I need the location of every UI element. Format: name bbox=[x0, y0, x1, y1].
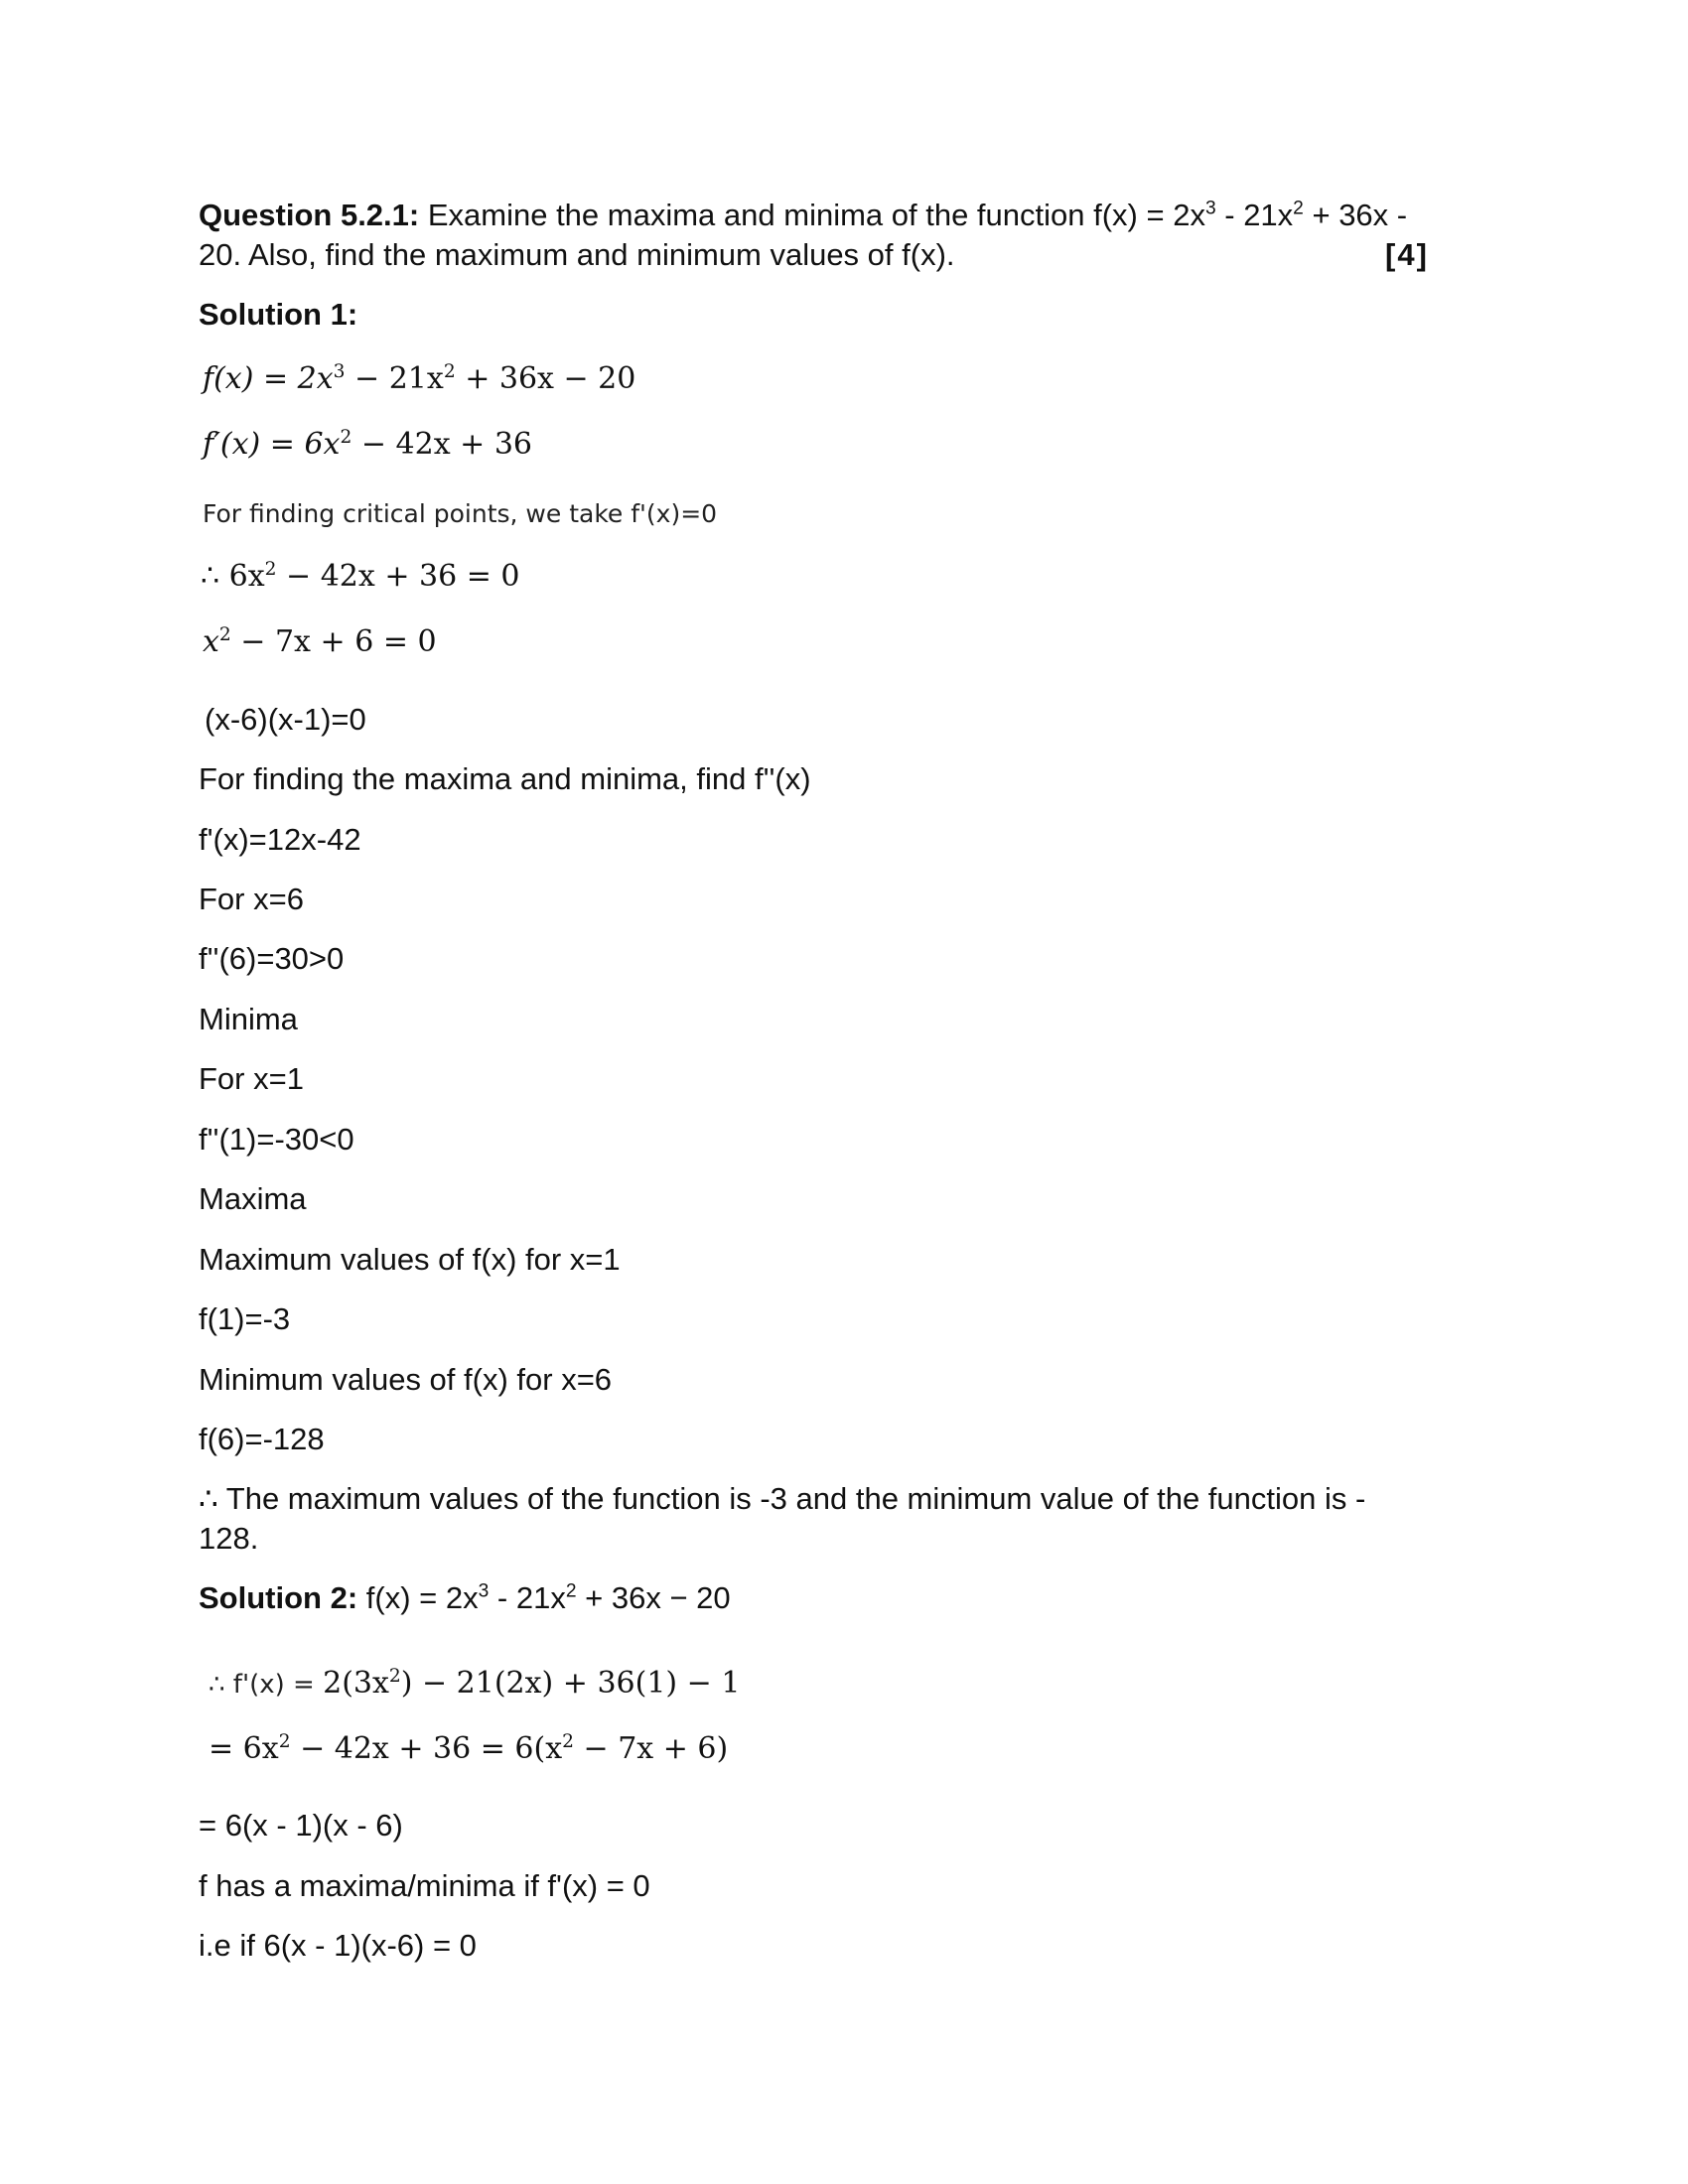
derivative-line-1: ∴ $f'(x) = 2(3x^2) - 21(2x) + 36(1) - 1$ bbox=[209, 1665, 741, 1701]
solution-2-heading: Solution 2: bbox=[199, 1580, 358, 1615]
marks-badge: [4] bbox=[1385, 237, 1429, 272]
step-line: f has a maxima/minima if f'(x) = 0 bbox=[199, 1868, 650, 1903]
equation-simplified: $x^2 - 7x + 6 = 0$ bbox=[203, 623, 437, 659]
equation-fprime: $f'(x) = 6x^2 - 42x + 36$ bbox=[203, 426, 532, 462]
equation-set-zero: ∴ $6x^2 - 42x + 36 = 0$ bbox=[201, 558, 520, 594]
solution-1-heading: Solution 1: bbox=[199, 297, 358, 332]
step-line: i.e if 6(x - 1)(x-6) = 0 bbox=[199, 1928, 477, 1963]
step-line: Maximum values of f(x) for x=1 bbox=[199, 1242, 621, 1277]
step-line: f''(1)=-30<0 bbox=[199, 1122, 354, 1157]
step-line: For x=1 bbox=[199, 1061, 304, 1096]
derivative-line-2: = $6x^2 - 42x + 36 = 6(x^2 - 7x + 6)$ bbox=[209, 1730, 729, 1766]
step-line: Minima bbox=[199, 1002, 298, 1036]
conclusion-line-2: 128. bbox=[199, 1521, 259, 1556]
question-label: Question 5.2.1: bbox=[199, 198, 420, 232]
step-line: f'(x)=12x-42 bbox=[199, 822, 361, 857]
step-line: Maxima bbox=[199, 1181, 307, 1216]
question-line-2: 20. Also, find the maximum and minimum values of f(x). [4] bbox=[199, 235, 1489, 275]
step-line: Minimum values of f(x) for x=6 bbox=[199, 1362, 613, 1397]
question-line-1: Question 5.2.1: Examine the maxima and minima of the function $f(x) = 2x^3 - 21x^2 + 36x$ - bbox=[199, 198, 1408, 232]
solution-2-line: Solution 2: $f(x) = 2x^3 - 21x^2 + 36x - 20$ bbox=[199, 1580, 731, 1615]
equation-fx: $f(x) = 2x^3 - 21x^2 + 36x - 20$ bbox=[203, 360, 636, 396]
step-line: f''(6)=30>0 bbox=[199, 941, 345, 976]
factored-equation: (x-6)(x-1)=0 bbox=[205, 702, 366, 737]
step-line: f(6)=-128 bbox=[199, 1422, 325, 1456]
step-line: = 6(x - 1)(x - 6) bbox=[199, 1808, 403, 1843]
step-line: f(1)=-3 bbox=[199, 1301, 291, 1336]
critical-points-note: For finding critical points, we take f'(x)=0 bbox=[203, 499, 718, 528]
step-line: For finding the maxima and minima, find f''(x) bbox=[199, 761, 811, 796]
conclusion-line-1: ∴ The maximum values of the function is -3 and the minimum value of the function is - bbox=[199, 1481, 1366, 1516]
step-line: For x=6 bbox=[199, 882, 304, 916]
